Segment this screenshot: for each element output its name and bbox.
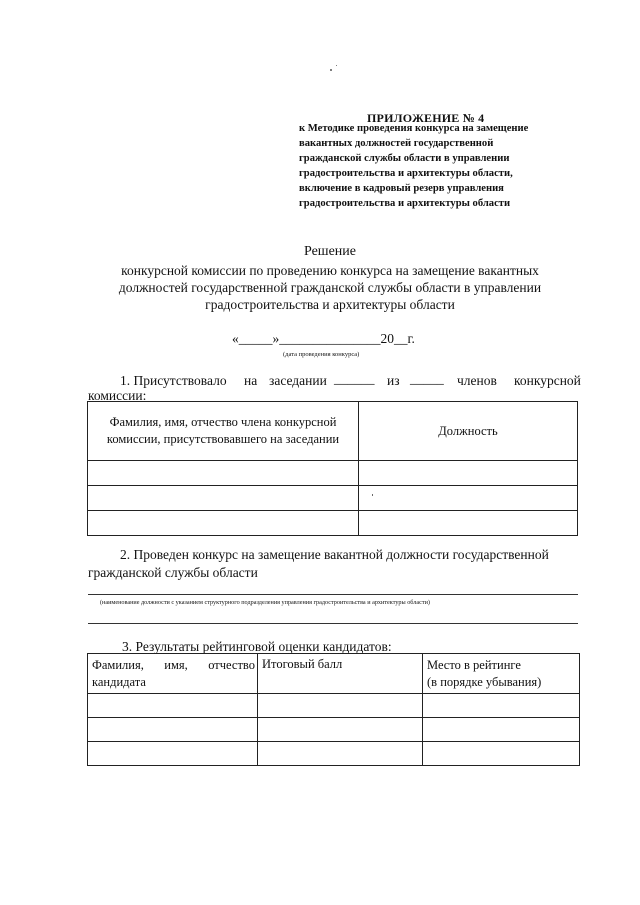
table-cell	[88, 461, 359, 486]
position-name-caption: (наименование должности с указанием структурного подразделения управления градостроительства и архитектуры области)	[100, 599, 430, 606]
date-field: «_____»_______________20__г.	[232, 331, 415, 346]
appendix-line: градостроительства и архитектуры области,	[299, 168, 513, 179]
decision-subtitle-line: градостроительства и архитектуры области	[205, 297, 455, 312]
table-header-position: Должность	[359, 402, 578, 461]
table-cell	[88, 694, 258, 718]
decision-subtitle-line: должностей государственной гражданской службы области в управлении	[118, 280, 542, 295]
present-count-blank: ______	[334, 371, 375, 386]
table-header-rank-line: Место в рейтинге	[427, 658, 521, 672]
date-caption: (дата проведения конкурса)	[283, 351, 360, 358]
table-cell	[423, 718, 580, 742]
table-cell	[88, 486, 359, 511]
decision-subtitle-line: конкурсной комиссии по проведению конкурса на замещение вакантных	[121, 263, 539, 278]
table-cell	[88, 511, 359, 536]
table-cell	[423, 742, 580, 766]
scan-speck	[336, 65, 337, 66]
section1-text: на	[244, 373, 258, 388]
table-cell	[359, 461, 578, 486]
appendix-line: градостроительства и архитектуры области	[299, 198, 511, 209]
table-cell	[359, 511, 578, 536]
appendix-line: гражданской службы области в управлении	[299, 153, 510, 164]
total-members-blank: _____	[410, 371, 444, 386]
position-name-line	[88, 594, 578, 595]
appendix-line: включение в кадровый резерв управления	[299, 183, 504, 194]
section1-text: заседании	[269, 373, 327, 388]
appendix-title: ПРИЛОЖЕНИЕ № 4	[367, 111, 485, 125]
table-header-candidate-line: кандидата	[92, 675, 146, 689]
table-header-rank-line: (в порядке убывания)	[427, 675, 542, 689]
table-cell	[359, 486, 578, 511]
table-cell	[88, 718, 258, 742]
section2-text: гражданской службы области	[88, 565, 258, 580]
section1-text: членов	[457, 373, 497, 388]
commission-members-table	[87, 401, 578, 536]
table-header-score: Итоговый балл	[258, 654, 423, 694]
section1-text: конкурсной	[514, 373, 581, 388]
appendix-line: вакантных должностей государственной	[299, 138, 494, 149]
table-header-rank	[423, 654, 580, 694]
decision-title: Решение	[303, 244, 356, 259]
section1-text: 1. Присутствовало	[120, 373, 227, 388]
section1-text: комиссии:	[88, 388, 147, 403]
table-header-name: Фамилия, имя, отчество члена конкурсной комиссии, присутствовавшего на заседании	[88, 402, 359, 461]
appendix-line: к Методике проведения конкурса на замещение	[299, 123, 529, 134]
table-cell	[258, 694, 423, 718]
table-header-candidate-line: Фамилия, имя, отчество	[92, 658, 255, 672]
table-cell	[423, 694, 580, 718]
scan-speck	[330, 69, 332, 71]
section3-text: 3. Результаты рейтинговой оценки кандидатов:	[122, 639, 392, 654]
table-cell	[258, 718, 423, 742]
section2-text: 2. Проведен конкурс на замещение вакантной должности государственной	[120, 547, 549, 562]
section1-text: из	[387, 373, 400, 388]
table-cell	[88, 742, 258, 766]
table-header-candidate	[88, 654, 258, 694]
candidate-rating-table	[87, 653, 580, 766]
position-name-line	[88, 623, 578, 624]
table-cell	[258, 742, 423, 766]
